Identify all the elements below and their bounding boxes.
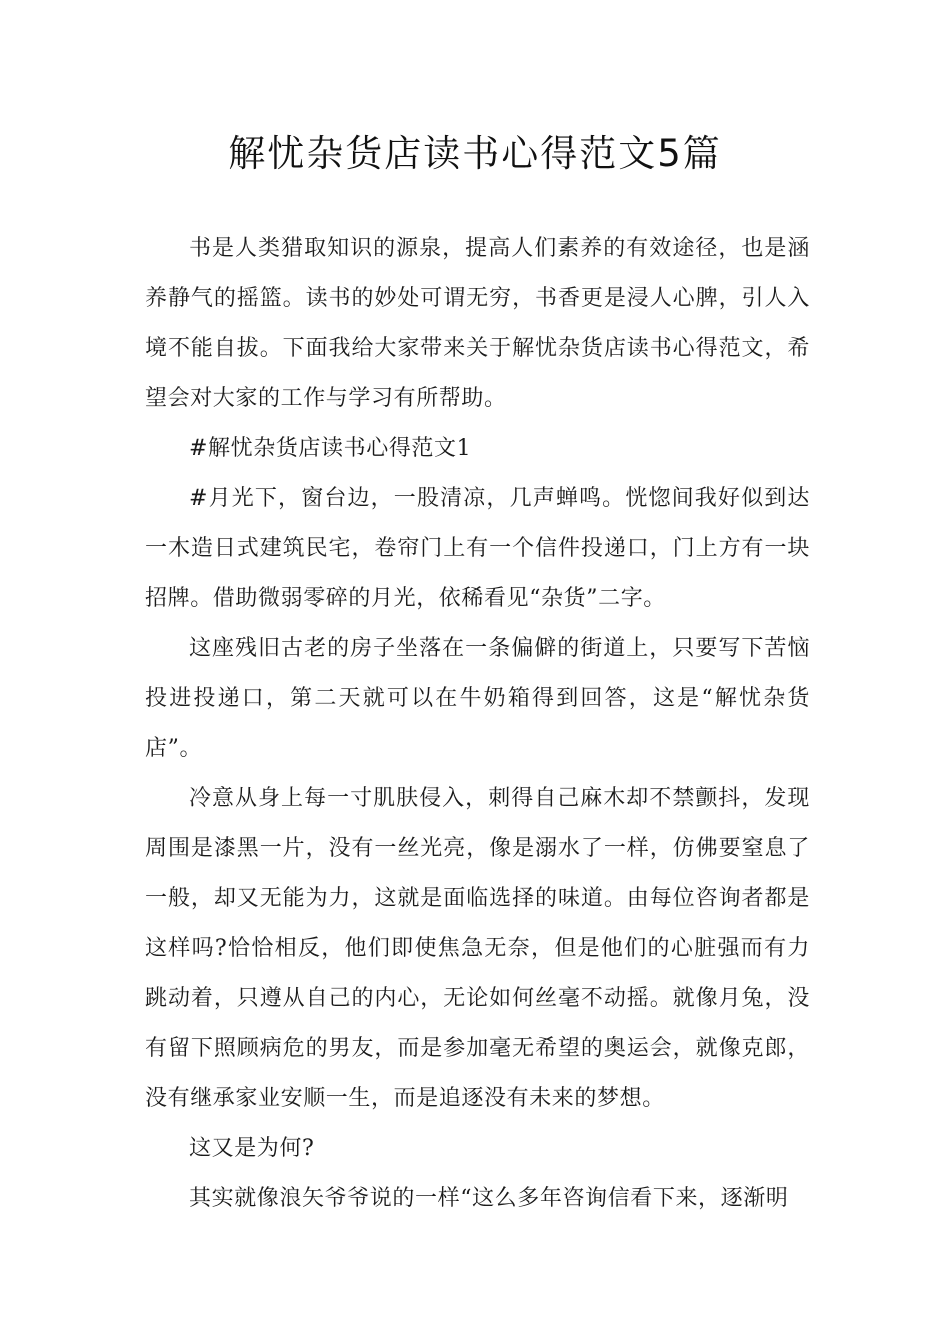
paragraph-grandpa: 其实就像浪矢爷爷说的一样“这么多年咨询信看下来，逐渐明: [189, 1186, 789, 1211]
paragraph-question: 这又是为何?: [189, 1136, 315, 1161]
document-body: [145, 224, 810, 1224]
paragraph-moonlight: #月光下，窗台边，一股清凉，几声蝉鸣。恍惚间我好似到达一木造日式建筑民宅，卷帘门上有一个信件投递口，门上方有一块招牌。借助微弱零碎的月光，依稀看见“杂货”二字。: [145, 486, 810, 611]
section-heading-1: #解忧杂货店读书心得范文1: [189, 436, 472, 461]
paragraph-choice: 冷意从身上每一寸肌肤侵入，刺得自己麻木却不禁颤抖，发现周围是漆黑一片，没有一丝光亮，像是溺水了一样，仿佛要窒息了一般，却又无能为力，这就是面临选择的味道。由每位咨询者都是这样吗?恰恰相反，他们即使焦急无奈，但是他们的心脏强而有力跳动着，只遵从自己的内心，无论如何丝毫不动摇。就像月兔，没有留下照顾病危的男友，而是参加毫无希望的奥运会，就像克郎，没有继承家业安顺一生，而是追逐没有未来的梦想。: [145, 786, 810, 1111]
document-title: 解忧杂货店读书心得范文5篇: [228, 132, 722, 175]
paragraph-intro: 书是人类猎取知识的源泉，提高人们素养的有效途径，也是涵养静气的摇篮。读书的妙处可谓无穷，书香更是浸人心脾，引人入境不能自拔。下面我给大家带来关于解忧杂货店读书心得范文，希望会对大家的工作与学习有所帮助。: [145, 236, 810, 411]
paragraph-house: 这座残旧古老的房子坐落在一条偏僻的街道上，只要写下苦恼投进投递口，第二天就可以在牛奶箱得到回答，这是“解忧杂货店”。: [145, 636, 810, 761]
